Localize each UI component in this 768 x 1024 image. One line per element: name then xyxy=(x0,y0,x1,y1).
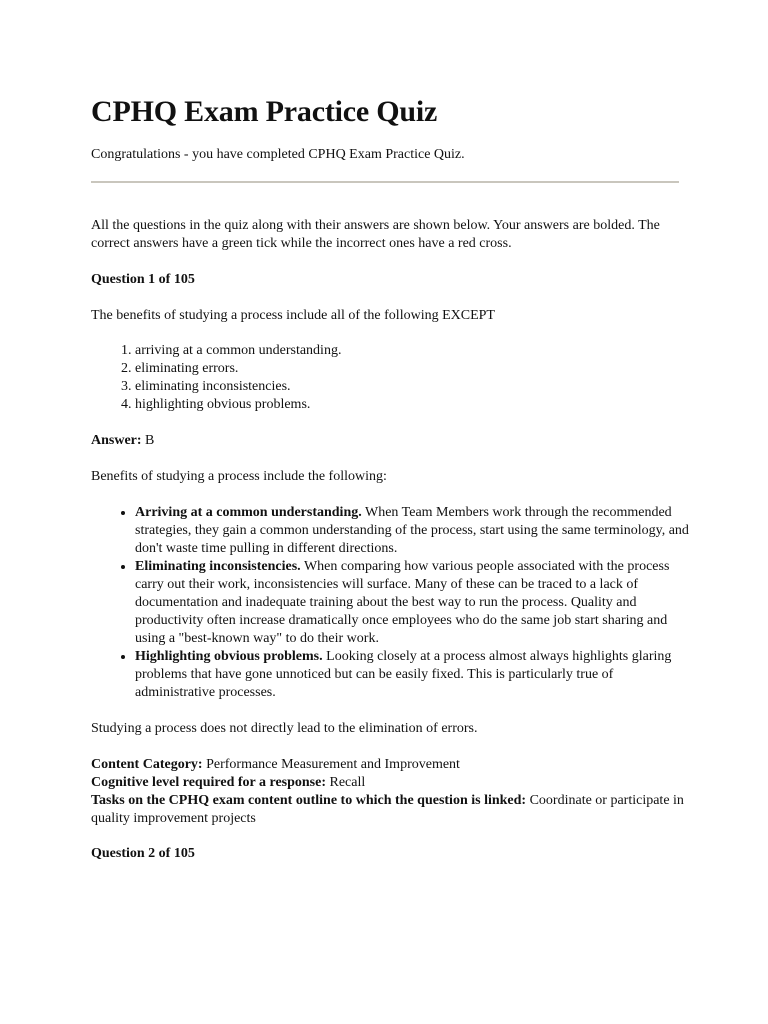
benefit-item xyxy=(135,558,691,648)
horizontal-divider xyxy=(91,181,679,183)
benefits-list xyxy=(91,504,691,702)
option-2: 2. eliminating errors. xyxy=(135,360,691,378)
question-1-text: The benefits of studying a process include all of the following EXCEPT xyxy=(91,308,495,323)
benefit-item xyxy=(135,648,691,702)
question-metadata xyxy=(91,756,691,828)
content-category-label: Content Category: xyxy=(91,757,203,772)
content-category-value: Performance Measurement and Improvement xyxy=(206,757,460,772)
explanation-conclusion: Studying a process does not directly lead to the elimination of errors. xyxy=(91,721,478,736)
explanation-intro: Benefits of studying a process include the following: xyxy=(91,469,387,484)
completion-message: Congratulations - you have completed CPHQ Exam Practice Quiz. xyxy=(91,147,465,162)
benefit-text: When comparing how various people associated with the process carry out their work, inconsistencies will surface. Many of these can be traced to a lack of documentation and inadequate training about the best way to run the process. Quality and productivity often increase dramatically once employees who do the same job start sharing and using a "best-known way" to do their work. xyxy=(135,559,670,646)
benefit-term: Highlighting obvious problems. xyxy=(135,649,323,664)
answer-line xyxy=(91,432,691,450)
option-4: 4. highlighting obvious problems. xyxy=(135,396,691,414)
tasks-label: Tasks on the CPHQ exam content outline to which the question is linked: xyxy=(91,793,527,808)
page-title: CPHQ Exam Practice Quiz xyxy=(91,95,438,128)
answer-options-list xyxy=(91,342,691,414)
answer-label: Answer: xyxy=(91,433,142,448)
benefit-text: Looking closely at a process almost always highlights glaring problems that have gone unnoticed but can be easily fixed. This is particularly true of administrative processes. xyxy=(135,649,672,700)
question-2-heading: Question 2 of 105 xyxy=(91,846,195,861)
tasks-value: Coordinate or participate in quality improvement projects xyxy=(91,793,684,826)
option-3: 3. eliminating inconsistencies. xyxy=(135,378,691,396)
cognitive-level-value: Recall xyxy=(329,775,366,790)
intro-text: All the questions in the quiz along with their answers are shown below. Your answers are bolded. The correct answers have a green tick while the incorrect ones have a red cross. xyxy=(91,218,660,251)
benefit-term: Arriving at a common understanding. xyxy=(135,505,362,520)
benefit-item xyxy=(135,504,691,558)
tasks-line xyxy=(91,792,691,828)
cognitive-level-label: Cognitive level required for a response: xyxy=(91,775,326,790)
answer-value: B xyxy=(145,433,155,448)
document-content xyxy=(91,92,691,863)
content-category-line xyxy=(91,756,691,774)
cognitive-level-line xyxy=(91,774,691,792)
benefit-term: Eliminating inconsistencies. xyxy=(135,559,301,574)
question-1-heading: Question 1 of 105 xyxy=(91,272,195,287)
benefit-text: When Team Members work through the recommended strategies, they gain a common understanding of the process, start using the same terminology, and don't waste time pulling in different directions. xyxy=(135,505,689,556)
option-1: 1. arriving at a common understanding. xyxy=(135,342,691,360)
